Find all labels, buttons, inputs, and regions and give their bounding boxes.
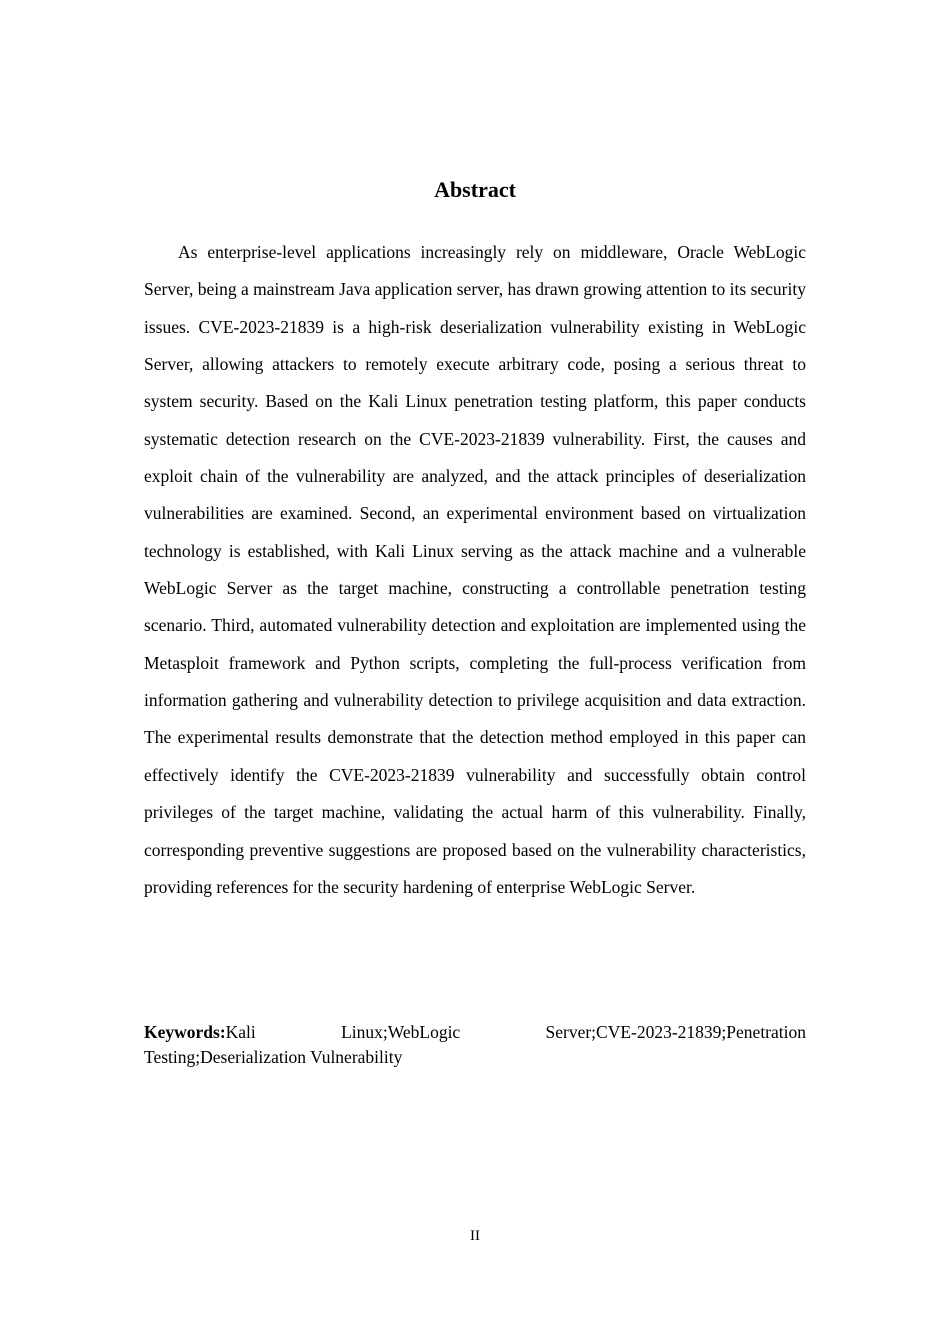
keywords-text: Kali Linux;WebLogic Server;CVE-2023-21839;Penetration Testing;Deserialization Vulnerability [144, 1022, 806, 1067]
page-number: II [470, 1228, 480, 1244]
keywords-label: Keywords: [144, 1022, 226, 1042]
abstract-title: Abstract [434, 177, 516, 202]
keywords-line [144, 1020, 806, 1070]
abstract-body: As enterprise-level applications increasingly rely on middleware, Oracle WebLogic Server, being a mainstream Java application server, has drawn growing attention to its security issues. CVE-2023-21839 is a high-risk deserialization vulnerability existing in WebLogic Server, allowing attackers to remotely execute arbitrary code, posing a serious threat to system security. Based on the Kali Linux penetration testing platform, this paper conducts systematic detection research on the CVE-2023-21839 vulnerability. First, the causes and exploit chain of the vulnerability are analyzed, and the attack principles of deserialization vulnerabilities are examined. Second, an experimental environment based on virtualization technology is established, with Kali Linux serving as the attack machine and a vulnerable WebLogic Server as the target machine, constructing a controllable penetration testing scenario. Third, automated vulnerability detection and exploitation are implemented using the Metasploit framework and Python scripts, completing the full-process verification from information gathering and vulnerability detection to privilege acquisition and data extraction. The experimental results demonstrate that the detection method employed in this paper can effectively identify the CVE-2023-21839 vulnerability and successfully obtain control privileges of the target machine, validating the actual harm of this vulnerability. Finally, corresponding preventive suggestions are proposed based on the vulnerability characteristics, providing references for the security hardening of enterprise WebLogic Server. [144, 242, 806, 897]
